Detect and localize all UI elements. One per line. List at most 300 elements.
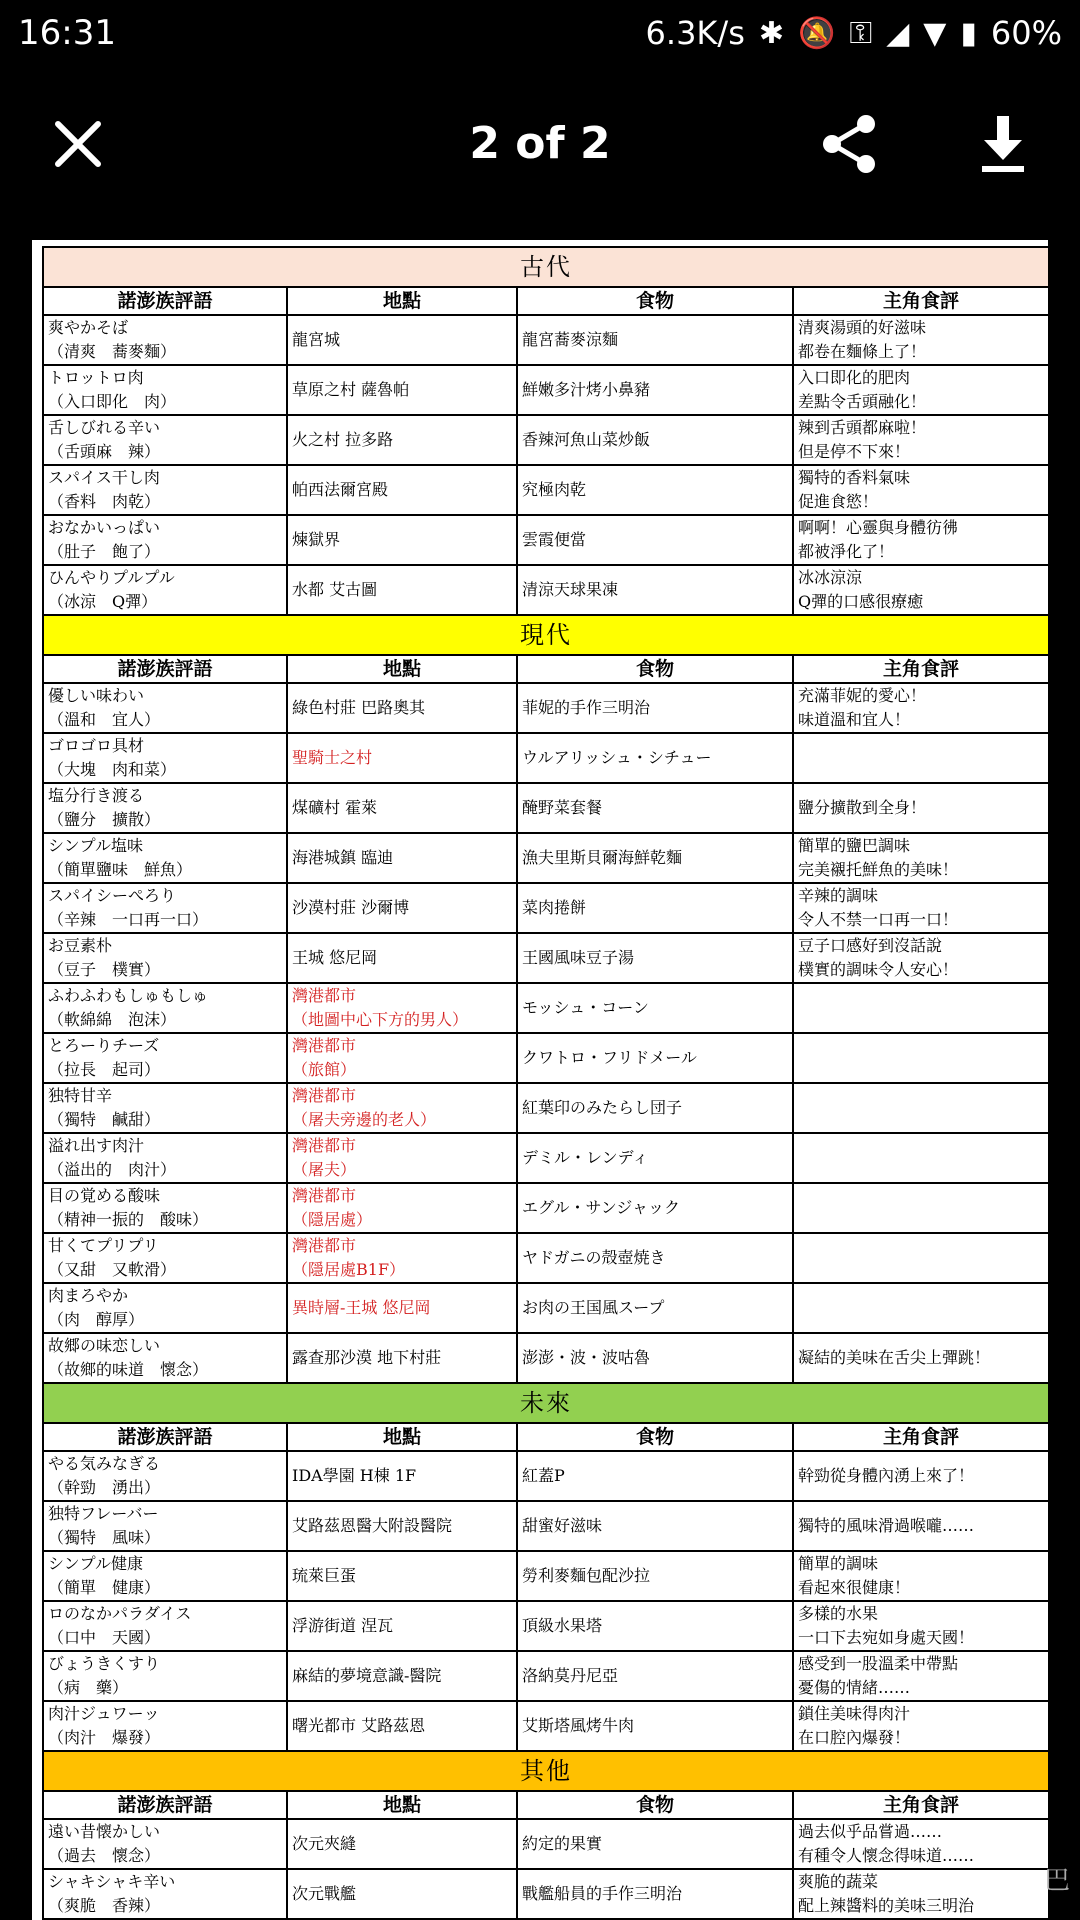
phrase-cell-line: （大塊 肉和菜） xyxy=(48,760,177,779)
phrase-cell-line: （豆子 樸實） xyxy=(48,960,161,979)
review-cell-line: 辛辣的調味 xyxy=(798,886,879,905)
phrase-cell-line: シャキシャキ辛い xyxy=(48,1872,176,1891)
food-cell xyxy=(517,1083,793,1133)
phrase-cell-line: （溢出的 肉汁） xyxy=(48,1160,177,1179)
phrase-cell-line: （故鄉的味道 懷念） xyxy=(48,1360,209,1379)
review-cell-line: 入口即化的肥肉 xyxy=(798,368,911,387)
phrase-cell-line: （獨特 鹹甜） xyxy=(48,1110,161,1129)
place-cell xyxy=(287,1651,517,1701)
table-row xyxy=(43,833,1048,883)
place-cell-line: （旅館） xyxy=(292,1060,357,1079)
phrase-cell-line: （冰涼 Q彈） xyxy=(48,592,158,611)
place-cell xyxy=(287,933,517,983)
food-cell-line: 菜肉捲餅 xyxy=(522,898,587,917)
food-cell-line: 紅葉印のみたらし団子 xyxy=(522,1098,683,1117)
food-cell-line: 漁夫里斯貝爾海鮮乾麵 xyxy=(522,848,683,867)
table-row xyxy=(43,1551,1048,1601)
food-cell xyxy=(517,833,793,883)
table-row xyxy=(43,1133,1048,1183)
phrase-cell-line: 爽やかそば xyxy=(48,318,129,337)
food-cell xyxy=(517,1501,793,1551)
review-cell xyxy=(793,1133,1048,1183)
phrase-cell xyxy=(43,883,287,933)
place-cell-line: 聖騎士之村 xyxy=(292,748,373,767)
food-cell-line: 艾斯塔風烤牛肉 xyxy=(522,1716,635,1735)
place-cell xyxy=(287,415,517,465)
place-cell-line: 灣港都市 xyxy=(292,1086,357,1105)
phrase-cell-line: トロットロ肉 xyxy=(48,368,144,387)
place-cell xyxy=(287,1501,517,1551)
phrase-cell xyxy=(43,365,287,415)
phrase-cell xyxy=(43,1133,287,1183)
review-cell xyxy=(793,1651,1048,1701)
table-row xyxy=(43,1701,1048,1751)
phrase-cell-line: 遠い昔懐かしい xyxy=(48,1822,161,1841)
place-cell xyxy=(287,1819,517,1869)
place-cell xyxy=(287,683,517,733)
food-cell xyxy=(517,315,793,365)
bluetooth-icon: ✱ xyxy=(758,15,784,51)
review-cell-line: 啊啊！心靈與身體彷彿 xyxy=(798,518,959,537)
place-cell xyxy=(287,1601,517,1651)
place-cell xyxy=(287,1451,517,1501)
phrase-cell-line: （過去 懷念） xyxy=(48,1846,161,1865)
table-row xyxy=(43,1601,1048,1651)
phrase-cell xyxy=(43,515,287,565)
food-cell xyxy=(517,733,793,783)
review-cell xyxy=(793,1601,1048,1651)
share-icon[interactable] xyxy=(822,114,878,174)
section-title: 未來 xyxy=(43,1383,1048,1423)
food-cell-line: ヤドガニの殻壺焼き xyxy=(522,1248,666,1267)
review-cell xyxy=(793,1451,1048,1501)
table-row xyxy=(43,415,1048,465)
review-cell xyxy=(793,565,1048,615)
place-cell xyxy=(287,833,517,883)
food-cell-line: お肉の王国風スープ xyxy=(522,1298,665,1317)
review-cell-line: 完美襯托鮮魚的美味！ xyxy=(798,860,959,879)
review-cell xyxy=(793,683,1048,733)
section-title: 古代 xyxy=(43,247,1048,287)
phrase-cell-line: （又甜 又軟滑） xyxy=(48,1260,177,1279)
phrase-cell xyxy=(43,415,287,465)
status-bar xyxy=(0,0,1080,66)
review-cell xyxy=(793,1501,1048,1551)
place-cell xyxy=(287,1133,517,1183)
phrase-cell-line: 塩分行き渡る xyxy=(48,786,145,805)
place-cell-line: 灣港都市 xyxy=(292,1136,357,1155)
phrase-cell xyxy=(43,733,287,783)
review-cell-line: 令人不禁一口再一口！ xyxy=(798,910,959,929)
review-cell-line: 都卷在麵條上了！ xyxy=(798,342,927,361)
phrase-cell-line: （舌頭麻 辣） xyxy=(48,442,161,461)
wifi-icon: ▼ xyxy=(923,15,947,51)
phrase-cell xyxy=(43,783,287,833)
table-row xyxy=(43,465,1048,515)
place-cell-line: 灣港都市 xyxy=(292,1186,357,1205)
food-cell xyxy=(517,1651,793,1701)
place-cell-line: 異時層-王城 悠尼岡 xyxy=(292,1298,431,1317)
review-cell xyxy=(793,1551,1048,1601)
phrase-cell-line: ゴロゴロ具材 xyxy=(48,736,145,755)
phrase-cell xyxy=(43,1183,287,1233)
place-cell xyxy=(287,1083,517,1133)
review-cell xyxy=(793,315,1048,365)
table-row xyxy=(43,983,1048,1033)
phrase-cell-line: スパイシーぺろり xyxy=(48,886,177,905)
table-row xyxy=(43,1333,1048,1383)
place-cell xyxy=(287,883,517,933)
review-cell-line: 都被淨化了！ xyxy=(798,542,895,561)
phrase-cell-line: （幹勁 湧出） xyxy=(48,1478,161,1497)
food-cell xyxy=(517,1819,793,1869)
place-cell-line: 帕西法爾宮殿 xyxy=(292,480,389,499)
phrase-cell-line: （口中 天國） xyxy=(48,1628,161,1647)
review-cell-line: 冰冰涼涼 xyxy=(798,568,863,587)
place-cell-line: 龍宮城 xyxy=(292,330,341,349)
food-cell xyxy=(517,1133,793,1183)
place-cell xyxy=(287,1233,517,1283)
food-cell-line: クワトロ・フリドメール xyxy=(522,1048,697,1067)
phrase-cell xyxy=(43,1651,287,1701)
review-cell xyxy=(793,1033,1048,1083)
food-cell xyxy=(517,1283,793,1333)
food-cell-line: 龍宮蕎麥涼麵 xyxy=(522,330,619,349)
food-cell xyxy=(517,515,793,565)
place-cell-line: （屠夫旁邊的老人） xyxy=(292,1110,437,1129)
phrase-cell-line: ロのなかパラダイス xyxy=(48,1604,192,1623)
review-cell xyxy=(793,1819,1048,1869)
food-cell-line: 王國風味豆子湯 xyxy=(522,948,635,967)
food-cell-line: 約定的果實 xyxy=(522,1834,603,1853)
review-cell-line: 味道溫和宜人！ xyxy=(798,710,911,729)
review-cell-line: 有種令人懷念得味道…… xyxy=(798,1846,975,1865)
food-cell xyxy=(517,1451,793,1501)
review-cell-line: 爽脆的蔬菜 xyxy=(798,1872,879,1891)
place-cell-line: （地圖中心下方的男人） xyxy=(292,1010,469,1029)
download-icon[interactable] xyxy=(978,114,1028,174)
review-cell xyxy=(793,1233,1048,1283)
place-cell-line: 王城 悠尼岡 xyxy=(292,948,378,967)
phrase-cell-line: 肉まろやか xyxy=(48,1286,129,1305)
table-row xyxy=(43,733,1048,783)
food-cell xyxy=(517,415,793,465)
phrase-cell-line: （入口即化 肉） xyxy=(48,392,177,411)
column-header: 主角食評 xyxy=(793,1791,1048,1819)
column-header: 主角食評 xyxy=(793,287,1048,315)
phrase-cell-line: （肚子 飽了） xyxy=(48,542,161,561)
review-cell-line: 多樣的水果 xyxy=(798,1604,879,1623)
review-cell-line: 簡單的調味 xyxy=(798,1554,879,1573)
table-row xyxy=(43,1183,1048,1233)
review-cell-line: 差點令舌頭融化！ xyxy=(798,392,927,411)
phrase-cell-line: シンプル健康 xyxy=(48,1554,143,1573)
phrase-cell xyxy=(43,1501,287,1551)
phrase-cell-line: 優しい味わい xyxy=(48,686,145,705)
place-cell-line: 草原之村 薩魯帕 xyxy=(292,380,410,399)
phrase-cell-line: （鹽分 擴散） xyxy=(48,810,161,829)
phrase-cell xyxy=(43,1333,287,1383)
food-cell xyxy=(517,983,793,1033)
food-cell xyxy=(517,1601,793,1651)
table-row xyxy=(43,1033,1048,1083)
phrase-cell xyxy=(43,933,287,983)
review-cell-line: 過去似乎品嘗過…… xyxy=(798,1822,943,1841)
food-cell xyxy=(517,683,793,733)
section-header xyxy=(43,247,1048,287)
phrase-cell-line: シンプル塩味 xyxy=(48,836,143,855)
phrase-cell-line: おなかいっぱい xyxy=(48,518,161,537)
review-cell-line: 獨特的香料氣味 xyxy=(798,468,911,487)
place-cell xyxy=(287,565,517,615)
review-cell xyxy=(793,1083,1048,1133)
review-cell xyxy=(793,1869,1048,1919)
review-cell-line: 鎖住美味得肉汁 xyxy=(798,1704,911,1723)
phrase-cell xyxy=(43,1451,287,1501)
review-cell xyxy=(793,983,1048,1033)
column-header: 食物 xyxy=(517,655,793,683)
review-cell-line: 但是停不下來！ xyxy=(798,442,911,461)
table-row xyxy=(43,565,1048,615)
phrase-cell xyxy=(43,1233,287,1283)
food-cell xyxy=(517,465,793,515)
food-cell-line: 澎澎・波・波咕魯 xyxy=(522,1348,651,1367)
table-row xyxy=(43,683,1048,733)
column-header-row xyxy=(43,655,1048,683)
food-cell xyxy=(517,1183,793,1233)
column-header-row xyxy=(43,1423,1048,1451)
review-cell-line: 清爽湯頭的好滋味 xyxy=(798,318,927,337)
place-cell-line: 煤礦村 霍萊 xyxy=(292,798,378,817)
place-cell xyxy=(287,983,517,1033)
place-cell-line: 露查那沙漠 地下村莊 xyxy=(292,1348,442,1367)
food-cell-line: ウルアリッシュ・シチュー xyxy=(522,748,712,767)
food-cell-line: 醃野菜套餐 xyxy=(522,798,603,817)
food-cell-line: 戰艦船員的手作三明治 xyxy=(522,1884,683,1903)
place-cell-line: 曙光都市 艾路茲恩 xyxy=(292,1716,426,1735)
phrase-cell-line: （簡單 健康） xyxy=(48,1578,161,1597)
document-page xyxy=(32,240,1048,1920)
phrase-cell-line: やる気みなぎる xyxy=(48,1454,161,1473)
food-cell xyxy=(517,1869,793,1919)
phrase-cell-line: びょうきくすり xyxy=(48,1654,161,1673)
phrase-cell-line: 独特甘辛 xyxy=(48,1086,113,1105)
place-cell-line: IDA學園 H棟 1F xyxy=(292,1466,417,1485)
place-cell-line: 綠色村莊 巴路奧其 xyxy=(292,698,426,717)
review-cell xyxy=(793,1183,1048,1233)
table-row xyxy=(43,933,1048,983)
phrase-cell-line: ひんやりプルプル xyxy=(48,568,175,587)
battery-icon: ▮ xyxy=(960,15,977,51)
review-cell-line: 憂傷的情緒…… xyxy=(798,1678,911,1697)
table-row xyxy=(43,365,1048,415)
place-cell-line: 麻結的夢境意識-醫院 xyxy=(292,1666,442,1685)
place-cell-line: （隱居處B1F） xyxy=(292,1260,406,1279)
review-cell-line: 樸實的調味令人安心！ xyxy=(798,960,959,979)
mute-icon: 🔕 xyxy=(798,15,836,51)
review-cell-line: 獨特的風味滑過喉嚨…… xyxy=(798,1516,975,1535)
review-cell-line: 促進食慾！ xyxy=(798,492,879,511)
column-header: 地點 xyxy=(287,1791,517,1819)
table-row xyxy=(43,883,1048,933)
phrase-cell xyxy=(43,1283,287,1333)
watermark: 巴 xyxy=(1043,1866,1070,1896)
vpn-key-icon: ⚿ xyxy=(849,15,873,51)
column-header: 主角食評 xyxy=(793,655,1048,683)
phrase-cell-line: （肉汁 爆發） xyxy=(48,1728,161,1747)
phrase-cell-line: 甘くてプリプリ xyxy=(48,1236,159,1255)
food-table xyxy=(42,246,1048,1920)
section-title: 現代 xyxy=(43,615,1048,655)
phrase-cell-line: （清爽 蕎麥麵） xyxy=(48,342,177,361)
place-cell-line: 海港城鎮 臨迪 xyxy=(292,848,394,867)
table-row xyxy=(43,1819,1048,1869)
column-header: 諾澎族評語 xyxy=(43,287,287,315)
review-cell-line: 豆子口感好到沒話說 xyxy=(798,936,943,955)
status-icons xyxy=(646,14,1062,52)
column-header: 主角食評 xyxy=(793,1423,1048,1451)
review-cell xyxy=(793,1333,1048,1383)
review-cell-line: 簡單的鹽巴調味 xyxy=(798,836,911,855)
column-header: 諾澎族評語 xyxy=(43,1423,287,1451)
network-speed: 6.3K/s xyxy=(645,14,745,52)
phrase-cell-line: （拉長 起司） xyxy=(48,1060,161,1079)
phrase-cell xyxy=(43,1551,287,1601)
food-cell xyxy=(517,1233,793,1283)
phrase-cell-line: （病 藥） xyxy=(48,1678,129,1697)
phrase-cell-line: スパイス干し肉 xyxy=(48,468,160,487)
place-cell xyxy=(287,1333,517,1383)
place-cell-line: 灣港都市 xyxy=(292,986,357,1005)
phrase-cell-line: 目の覚める酸味 xyxy=(48,1186,161,1205)
phrase-cell xyxy=(43,315,287,365)
food-cell-line: 勞利麥麵包配沙拉 xyxy=(522,1566,651,1585)
page-counter: 2 of 2 xyxy=(469,118,611,169)
phrase-cell-line: 故郷の味恋しい xyxy=(48,1336,161,1355)
review-cell-line: 凝結的美味在舌尖上彈跳！ xyxy=(798,1348,991,1367)
column-header: 食物 xyxy=(517,1791,793,1819)
column-header: 地點 xyxy=(287,655,517,683)
place-cell xyxy=(287,315,517,365)
phrase-cell-line: （香料 肉乾） xyxy=(48,492,161,511)
section-header xyxy=(43,1751,1048,1791)
column-header: 地點 xyxy=(287,1423,517,1451)
place-cell xyxy=(287,1033,517,1083)
food-cell xyxy=(517,1551,793,1601)
phrase-cell-line: （獨特 風味） xyxy=(48,1528,161,1547)
place-cell xyxy=(287,515,517,565)
place-cell-line: 次元夾縫 xyxy=(292,1834,357,1853)
phrase-cell xyxy=(43,1033,287,1083)
table-row xyxy=(43,1869,1048,1919)
place-cell-line: 灣港都市 xyxy=(292,1036,357,1055)
phrase-cell-line: （爽脆 香辣） xyxy=(48,1896,161,1915)
column-header: 食物 xyxy=(517,1423,793,1451)
phrase-cell xyxy=(43,683,287,733)
review-cell xyxy=(793,883,1048,933)
column-header-row xyxy=(43,1791,1048,1819)
food-cell-line: 洛納莫丹尼亞 xyxy=(522,1666,619,1685)
place-cell xyxy=(287,1551,517,1601)
review-cell xyxy=(793,515,1048,565)
table-row xyxy=(43,515,1048,565)
food-cell-line: 紅蓋P xyxy=(522,1466,565,1485)
food-cell xyxy=(517,783,793,833)
food-cell xyxy=(517,365,793,415)
phrase-cell-line: 溢れ出す肉汁 xyxy=(48,1136,145,1155)
place-cell-line: 次元戰艦 xyxy=(292,1884,357,1903)
review-cell xyxy=(793,933,1048,983)
place-cell-line: 艾路茲恩醫大附設醫院 xyxy=(292,1516,453,1535)
table-row xyxy=(43,1451,1048,1501)
phrase-cell-line: 肉汁ジュワーッ xyxy=(48,1704,160,1723)
place-cell xyxy=(287,465,517,515)
column-header: 諾澎族評語 xyxy=(43,655,287,683)
place-cell-line: 火之村 拉多路 xyxy=(292,430,394,449)
section-header xyxy=(43,615,1048,655)
phrase-cell xyxy=(43,1701,287,1751)
review-cell-line: 在口腔內爆發！ xyxy=(798,1728,911,1747)
phrase-cell-line: （精神一振的 酸味） xyxy=(48,1210,209,1229)
phrase-cell-line: （溫和 宜人） xyxy=(48,710,161,729)
place-cell-line: 灣港都市 xyxy=(292,1236,357,1255)
food-cell xyxy=(517,1333,793,1383)
place-cell xyxy=(287,1283,517,1333)
phrase-cell xyxy=(43,465,287,515)
review-cell-line: 看起來很健康！ xyxy=(798,1578,911,1597)
food-cell-line: エグル・サンジャック xyxy=(522,1198,681,1217)
phrase-cell xyxy=(43,1601,287,1651)
food-cell-line: 菲妮的手作三明治 xyxy=(522,698,651,717)
food-cell-line: 甜蜜好滋味 xyxy=(522,1516,603,1535)
place-cell xyxy=(287,1183,517,1233)
review-cell xyxy=(793,1701,1048,1751)
review-cell-line: 充滿菲妮的愛心！ xyxy=(798,686,927,705)
place-cell-line: 沙漠村莊 沙爾博 xyxy=(292,898,410,917)
review-cell xyxy=(793,415,1048,465)
phrase-cell-line: お豆素朴 xyxy=(48,936,113,955)
place-cell-line: 浮游街道 涅瓦 xyxy=(292,1616,394,1635)
table-row xyxy=(43,315,1048,365)
table-row xyxy=(43,1233,1048,1283)
section-header xyxy=(43,1383,1048,1423)
phrase-cell-line: （辛辣 一口再一口） xyxy=(48,910,209,929)
table-row xyxy=(43,1083,1048,1133)
section-title: 其他 xyxy=(43,1751,1048,1791)
food-cell xyxy=(517,565,793,615)
place-cell-line: 琉萊巨蛋 xyxy=(292,1566,357,1585)
table-row xyxy=(43,1283,1048,1333)
phrase-cell-line: とろーりチーズ xyxy=(48,1036,160,1055)
place-cell xyxy=(287,365,517,415)
phrase-cell xyxy=(43,1819,287,1869)
hd-signal-icon: ◢ xyxy=(886,15,910,51)
food-cell-line: 清涼天球果凍 xyxy=(522,580,619,599)
food-cell-line: デミル・レンディ xyxy=(522,1148,649,1167)
review-cell-line: 感受到一股溫柔中帶點 xyxy=(798,1654,959,1673)
review-cell xyxy=(793,465,1048,515)
table-row xyxy=(43,1651,1048,1701)
review-cell-line: 鹽分擴散到全身！ xyxy=(798,798,927,817)
place-cell xyxy=(287,733,517,783)
phrase-cell-line: 舌しびれる辛い xyxy=(48,418,161,437)
review-cell xyxy=(793,1283,1048,1333)
status-time: 16:31 xyxy=(18,13,116,53)
review-cell xyxy=(793,733,1048,783)
review-cell-line: 配上辣醬料的美味三明治 xyxy=(798,1896,975,1915)
column-header: 諾澎族評語 xyxy=(43,1791,287,1819)
food-cell-line: 頂級水果塔 xyxy=(522,1616,603,1635)
